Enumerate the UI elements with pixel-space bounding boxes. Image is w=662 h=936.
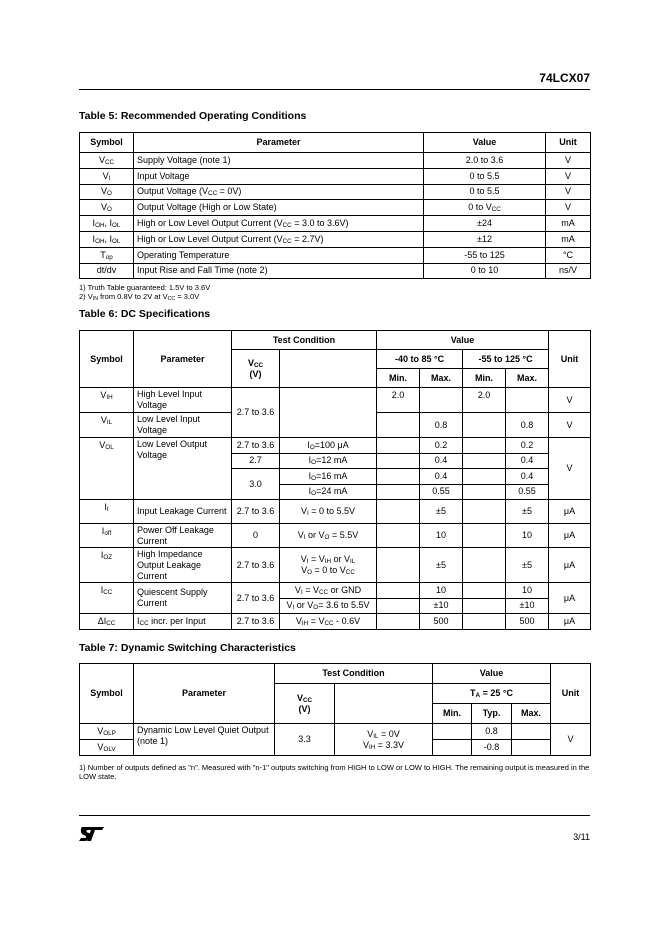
- t5-value: 0 to $V_{CC}$: [424, 200, 546, 216]
- t7-unit: V: [551, 724, 591, 756]
- t6-parameter: Input Leakage Current: [134, 500, 232, 524]
- t6-header-condition-blank: [280, 350, 377, 388]
- t6-vcc: 2.7 to 3.6: [232, 614, 280, 630]
- t6-condition-line: $V_O = 0$ to $V_{CC}$: [301, 565, 355, 576]
- t6-symbol: $V_{OL}$: [80, 438, 134, 500]
- t6-min2: [463, 438, 506, 454]
- footer-rule: [79, 815, 590, 816]
- t5-symbol: $I_{OH}$, $I_{OL}$: [80, 231, 134, 247]
- table7: [79, 663, 591, 756]
- t6-vcc: 2.7 to 3.6: [232, 388, 280, 438]
- t5-header-unit: Unit: [546, 133, 591, 153]
- table-row: [80, 583, 591, 599]
- t6-max2: 10: [506, 583, 549, 599]
- t6-min1: [377, 469, 420, 485]
- t5-note-2: 2) $V_{IN}$ from 0.8V to 2V at $V_{CC} = 3.0V$: [79, 291, 200, 302]
- t5-note-1: 1) Truth Table guaranteed: 1.5V to 3.6V: [79, 283, 211, 292]
- t6-header-parameter: Parameter: [134, 331, 232, 388]
- t7-vcc: 3.3: [275, 724, 335, 756]
- t6-header-symbol: Symbol: [80, 331, 134, 388]
- t6-max1: 0.55: [420, 484, 463, 500]
- t6-unit: μA: [549, 524, 591, 548]
- t6-unit: μA: [549, 614, 591, 630]
- t7-header-typ: Typ.: [472, 704, 512, 724]
- t5-parameter: Supply Voltage (note 1): [134, 153, 424, 169]
- t6-max1: [420, 388, 463, 413]
- t6-min2: [463, 548, 506, 583]
- t6-max2: 0.4: [506, 453, 549, 469]
- t6-max2: 0.55: [506, 484, 549, 500]
- t6-min1: [377, 413, 420, 438]
- t5-unit: °C: [546, 247, 591, 263]
- t6-min1: [377, 438, 420, 454]
- t5-unit: ns/V: [546, 263, 591, 279]
- t7-header-value: Value: [433, 664, 551, 684]
- table-row: [80, 614, 591, 630]
- t5-value: 0 to 5.5: [424, 168, 546, 184]
- t6-min1: [377, 583, 420, 599]
- table-row: [80, 388, 591, 413]
- t5-symbol: $I_{OH}$, $I_{OL}$: [80, 216, 134, 232]
- table7-title: Table 7: Dynamic Switching Characteristics: [79, 642, 296, 654]
- t7-typ: -0.8: [472, 740, 512, 756]
- t5-unit: mA: [546, 216, 591, 232]
- t6-condition: $V_I = V_{CC}$ or GND: [280, 583, 377, 599]
- t6-symbol: $I_{CC}$: [80, 583, 134, 614]
- t5-value: ±12: [424, 231, 546, 247]
- t6-symbol: $V_{IH}$: [80, 388, 134, 413]
- t5-value: 0 to 5.5: [424, 184, 546, 200]
- t6-unit: V: [549, 413, 591, 438]
- t6-symbol: $I_I$: [80, 500, 134, 524]
- t6-parameter: Power Off Leakage Current: [134, 524, 232, 548]
- t7-header-min: Min.: [433, 704, 472, 724]
- t6-parameter: High Level Input Voltage: [134, 388, 232, 413]
- t6-min2: [463, 583, 506, 599]
- table5: [79, 132, 591, 279]
- t7-min: [433, 724, 472, 740]
- t6-header-max: Max.: [506, 369, 549, 388]
- t6-max2: 0.4: [506, 469, 549, 485]
- t6-condition: [280, 548, 377, 583]
- t6-header-value: Value: [377, 331, 549, 350]
- t6-max2: 500: [506, 614, 549, 630]
- t5-parameter: Input Rise and Fall Time (note 2): [134, 263, 424, 279]
- t6-header-test-condition: Test Condition: [232, 331, 377, 350]
- t7-symbol: $V_{OLV}$: [80, 740, 134, 756]
- t7-header-test-condition: Test Condition: [275, 664, 433, 684]
- t6-max1: ±5: [420, 500, 463, 524]
- t6-min2: [463, 524, 506, 548]
- t6-min2: [463, 484, 506, 500]
- t5-symbol: $V_{CC}$: [80, 153, 134, 169]
- t6-min1: [377, 484, 420, 500]
- t5-unit: V: [546, 168, 591, 184]
- table-row: [80, 247, 591, 263]
- t6-min1: [377, 524, 420, 548]
- t6-min2: 2.0: [463, 388, 506, 413]
- t5-parameter: Input Voltage: [134, 168, 424, 184]
- t6-min1: 2.0: [377, 388, 420, 413]
- t6-condition: $V_I$ or $V_O = 5.5V$: [280, 524, 377, 548]
- t6-vcc: 2.7: [232, 453, 280, 469]
- t6-unit: μA: [549, 583, 591, 614]
- t6-condition: $I_O=12$ mA: [280, 453, 377, 469]
- t6-header-min: Min.: [377, 369, 420, 388]
- t6-max1: ±5: [420, 548, 463, 583]
- table6-title: Table 6: DC Specifications: [79, 308, 211, 320]
- t6-min2: [463, 598, 506, 614]
- t7-condition: [335, 724, 433, 756]
- t6-condition: $I_O=100$ μA: [280, 438, 377, 454]
- t6-unit: V: [549, 388, 591, 413]
- table-row: [80, 184, 591, 200]
- t6-condition: $V_I$ or $V_O= 3.6$ to 5.5V: [280, 598, 377, 614]
- t5-value: -55 to 125: [424, 247, 546, 263]
- t6-max2: 0.2: [506, 438, 549, 454]
- t6-header-min: Min.: [463, 369, 506, 388]
- t7-max: [512, 740, 551, 756]
- t6-symbol: $V_{IL}$: [80, 413, 134, 438]
- t7-header-parameter: Parameter: [134, 664, 275, 724]
- t5-unit: V: [546, 200, 591, 216]
- table-row: [80, 438, 591, 454]
- t5-unit: V: [546, 184, 591, 200]
- t6-max2: 0.8: [506, 413, 549, 438]
- t6-min1: [377, 614, 420, 630]
- t5-parameter: Output Voltage $(V_{CC} = 0V)$: [134, 184, 424, 200]
- t6-symbol: $I_{OZ}$: [80, 548, 134, 583]
- table-row: [80, 231, 591, 247]
- t6-max2: ±5: [506, 548, 549, 583]
- t6-vcc: 2.7 to 3.6: [232, 548, 280, 583]
- page-number: 3/11: [573, 832, 590, 842]
- t7-header-ta: $T_A = 25$ °C: [433, 684, 551, 704]
- t5-unit: V: [546, 153, 591, 169]
- t5-symbol: dt/dv: [80, 263, 134, 279]
- t6-condition: $V_{IH} = V_{CC} - 0.6V$: [280, 614, 377, 630]
- t7-parameter: Dynamic Low Level Quiet Output (note 1): [134, 724, 275, 756]
- t6-min1: [377, 500, 420, 524]
- t7-header-symbol: Symbol: [80, 664, 134, 724]
- t7-header-max: Max.: [512, 704, 551, 724]
- table5-title: Table 5: Recommended Operating Conditions: [79, 110, 307, 122]
- t5-parameter: High or Low Level Output Current ($V_{CC} = 3.0$ to 3.6V): [134, 216, 424, 232]
- t6-min1: [377, 598, 420, 614]
- t5-value: ±24: [424, 216, 546, 232]
- t6-header-range2: -55 to 125 °C: [463, 350, 549, 369]
- t5-symbol: $T_{op}$: [80, 247, 134, 263]
- t6-unit: V: [549, 438, 591, 500]
- t6-unit: μA: [549, 548, 591, 583]
- t6-min2: [463, 453, 506, 469]
- t5-parameter: Output Voltage (High or Low State): [134, 200, 424, 216]
- t6-min1: [377, 453, 420, 469]
- table-row: [80, 153, 591, 169]
- t6-vcc: 2.7 to 3.6: [232, 438, 280, 454]
- t6-condition: $I_O=16$ mA: [280, 469, 377, 485]
- t6-max2: ±5: [506, 500, 549, 524]
- t6-max2: [506, 388, 549, 413]
- t6-max1: 10: [420, 583, 463, 599]
- t6-vcc: 2.7 to 3.6: [232, 500, 280, 524]
- t6-parameter: High Impedance Output Leakage Current: [134, 548, 232, 583]
- table-row: [80, 500, 591, 524]
- t6-max1: 0.4: [420, 469, 463, 485]
- t6-min2: [463, 614, 506, 630]
- table-row: [80, 548, 591, 583]
- t6-max1: ±10: [420, 598, 463, 614]
- t6-vcc: 3.0: [232, 469, 280, 500]
- t6-header-vcc: $V_{CC}$ (V): [232, 350, 280, 388]
- t6-max2: 10: [506, 524, 549, 548]
- t6-parameter: $I_{CC}$ incr. per Input: [134, 614, 232, 630]
- table-row: [80, 724, 591, 740]
- t5-unit: mA: [546, 231, 591, 247]
- t6-min2: [463, 413, 506, 438]
- t5-parameter: Operating Temperature: [134, 247, 424, 263]
- t5-symbol: $V_I$: [80, 168, 134, 184]
- t6-min2: [463, 500, 506, 524]
- t6-condition-line: $V_I = V_{IH}$ or $V_{IL}$: [300, 554, 356, 565]
- t5-symbol: $V_O$: [80, 200, 134, 216]
- t6-parameter: Quiescent Supply Current: [134, 583, 232, 614]
- t6-parameter: Low Level Input Voltage: [134, 413, 232, 438]
- t5-symbol: $V_O$: [80, 184, 134, 200]
- t6-max1: 0.4: [420, 453, 463, 469]
- t7-symbol: $V_{OLP}$: [80, 724, 134, 740]
- header-rule: [79, 89, 590, 90]
- t6-max2: ±10: [506, 598, 549, 614]
- t6-symbol: $\Delta I_{CC}$: [80, 614, 134, 630]
- t7-typ: 0.8: [472, 724, 512, 740]
- st-logo-icon: [79, 826, 105, 847]
- t7-condition-line: $V_{IL} = 0V$: [367, 728, 400, 740]
- t5-value: 0 to 10: [424, 263, 546, 279]
- t6-vcc: 0: [232, 524, 280, 548]
- t6-symbol: $I_{off}$: [80, 524, 134, 548]
- t5-header-value: Value: [424, 133, 546, 153]
- t6-header-unit: Unit: [549, 331, 591, 388]
- t6-max1: 0.2: [420, 438, 463, 454]
- t6-header-max: Max.: [420, 369, 463, 388]
- t7-header-vcc: $V_{CC}$ (V): [275, 684, 335, 724]
- table5-notes: [79, 284, 590, 301]
- part-number: 74LCX07: [539, 71, 590, 85]
- t6-max1: 500: [420, 614, 463, 630]
- t5-value: 2.0 to 3.6: [424, 153, 546, 169]
- table-row: [80, 168, 591, 184]
- t6-parameter: Low Level Output Voltage: [134, 438, 232, 500]
- t5-header-parameter: Parameter: [134, 133, 424, 153]
- t6-min1: [377, 548, 420, 583]
- t6-max1: 10: [420, 524, 463, 548]
- table6: [79, 330, 591, 630]
- t6-header-range1: -40 to 85 °C: [377, 350, 463, 369]
- t6-vcc: 2.7 to 3.6: [232, 583, 280, 614]
- table-row: [80, 524, 591, 548]
- table-row: [80, 263, 591, 279]
- t6-condition: $I_O=24$ mA: [280, 484, 377, 500]
- t6-condition: $V_I = 0$ to 5.5V: [280, 500, 377, 524]
- t6-max1: 0.8: [420, 413, 463, 438]
- t7-condition-line: $V_{IH} = 3.3V$: [362, 739, 405, 751]
- t7-min: [433, 740, 472, 756]
- table7-note: 1) Number of outputs defined as "n". Measured with "n-1" outputs switching from HIGH to LOW or LOW to HIGH. The remaining output is measured in the LOW state.: [79, 763, 590, 781]
- table-row: [80, 200, 591, 216]
- t6-min2: [463, 469, 506, 485]
- t7-max: [512, 724, 551, 740]
- t5-parameter: High or Low Level Output Current $(V_{CC} = 2.7V)$: [134, 231, 424, 247]
- t7-header-condition-blank: [335, 684, 433, 724]
- t6-condition: [280, 388, 377, 438]
- t5-header-symbol: Symbol: [80, 133, 134, 153]
- table-row: [80, 216, 591, 232]
- t7-header-unit: Unit: [551, 664, 591, 724]
- t6-unit: μA: [549, 500, 591, 524]
